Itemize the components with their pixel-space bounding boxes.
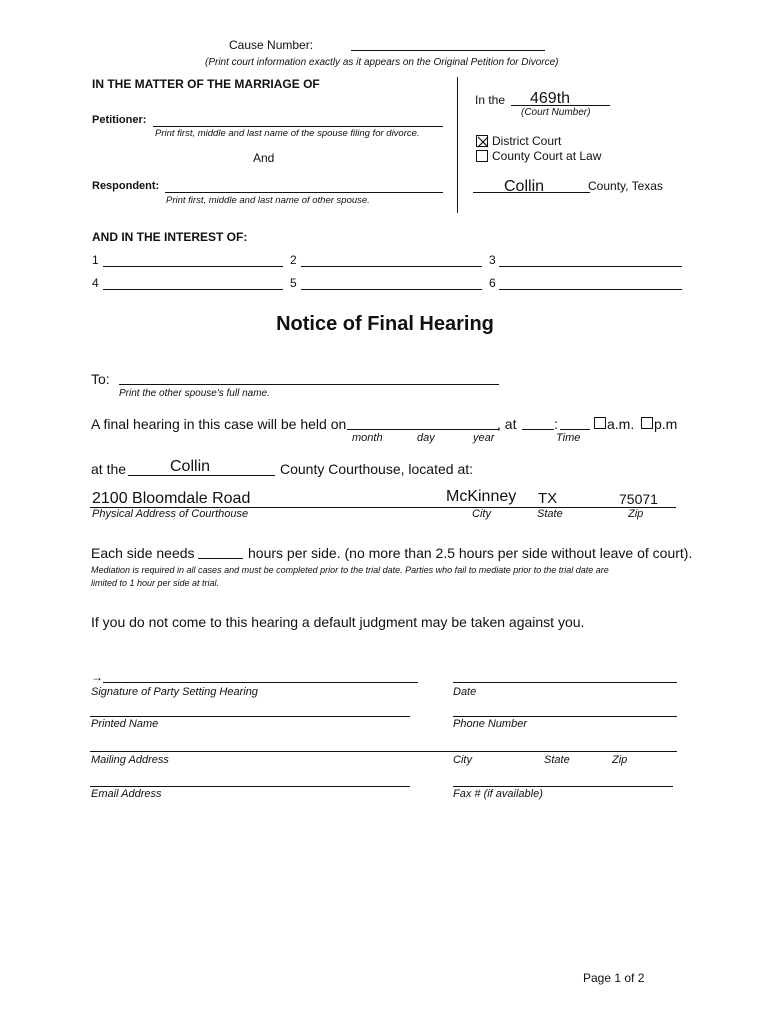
district-court-checkbox[interactable] (476, 135, 488, 147)
pm-label: p.m (654, 416, 678, 432)
address-value: 2100 Bloomdale Road (92, 490, 251, 507)
time-separator: : (554, 416, 558, 432)
county-name-value: Collin (504, 178, 545, 195)
fax-field[interactable] (453, 786, 673, 787)
day-label: day (417, 432, 435, 444)
hour-field[interactable] (522, 429, 554, 430)
fax-label: Fax # (if available) (453, 788, 543, 800)
child-name-field[interactable] (301, 266, 482, 267)
time-label: Time (556, 432, 581, 444)
city-label: City (472, 508, 491, 520)
child-name-field[interactable] (301, 289, 482, 290)
county-court-checkbox[interactable] (476, 150, 488, 162)
mailing-address-field[interactable] (90, 751, 677, 752)
court-number-hint: (Court Number) (521, 107, 591, 118)
page-title: Notice of Final Hearing (276, 313, 494, 335)
child-name-field[interactable] (499, 266, 682, 267)
zip-value: 75071 (619, 491, 658, 507)
court-number-value: 469th (530, 90, 571, 107)
email-label: Email Address (91, 788, 162, 800)
hours-suffix: hours per side. (no more than 2.5 hours per side without leave of court). (248, 545, 693, 561)
default-judgment-warning: If you do not come to this hearing a default judgment may be taken against you. (91, 614, 585, 630)
respondent-hint: Print first, middle and last name of other spouse. (166, 195, 370, 206)
minute-field[interactable] (560, 429, 590, 430)
month-label: month (352, 432, 383, 444)
respondent-field[interactable] (165, 192, 443, 193)
child-name-field[interactable] (103, 289, 283, 290)
petitioner-field[interactable] (153, 126, 443, 127)
signature-field[interactable] (103, 682, 418, 683)
phone-label: Phone Number (453, 718, 527, 730)
cause-number-field[interactable] (351, 50, 545, 51)
cause-number-label: Cause Number: (229, 38, 314, 52)
respondent-label: Respondent: (92, 180, 160, 192)
comma-at: , at (497, 416, 517, 432)
and-label: And (253, 151, 275, 165)
matter-heading: IN THE MATTER OF THE MARRIAGE OF (92, 77, 320, 91)
hours-field[interactable] (198, 558, 243, 559)
am-label: a.m. (607, 416, 635, 432)
petitioner-hint: Print first, middle and last name of the spouse filing for divorce. (155, 128, 420, 139)
to-name-field[interactable] (119, 384, 499, 385)
hours-prefix: Each side needs (91, 545, 195, 561)
interest-heading: AND IN THE INTEREST OF: (92, 230, 248, 244)
child-number: 1 (92, 253, 99, 267)
child-number: 2 (290, 253, 297, 267)
date-field[interactable] (453, 682, 677, 683)
mediation-line-2: limited to 1 hour per side at trial. (91, 578, 220, 588)
signature-label: Signature of Party Setting Hearing (91, 686, 258, 698)
email-field[interactable] (90, 786, 410, 787)
arrow-icon: → (91, 670, 103, 684)
hearing-sentence: A final hearing in this case will be held on (91, 416, 347, 432)
child-number: 5 (290, 276, 297, 290)
county-court-label: County Court at Law (492, 149, 602, 163)
child-name-field[interactable] (103, 266, 283, 267)
checked-x-icon (477, 136, 489, 148)
mediation-line-1: Mediation is required in all cases and must be completed prior to the trial date. Parties who fail to mediate prior to the trial date are (91, 565, 609, 575)
at-the-label: at the (91, 461, 127, 477)
state-label: State (537, 508, 563, 520)
date-label: Date (453, 686, 477, 698)
in-the-label: In the (475, 93, 506, 107)
phone-field[interactable] (453, 716, 677, 717)
child-number: 6 (489, 276, 496, 290)
mailing-zip-label: Zip (612, 754, 628, 766)
printed-name-label: Printed Name (91, 718, 159, 730)
child-name-field[interactable] (499, 289, 682, 290)
to-label: To: (91, 371, 110, 387)
cause-instruction: (Print court information exactly as it appears on the Original Petition for Divorce) (205, 57, 559, 68)
am-checkbox[interactable] (594, 417, 606, 429)
state-value: TX (538, 490, 558, 507)
child-number: 3 (489, 253, 496, 267)
hearing-date-field[interactable] (347, 429, 499, 430)
courthouse-text: County Courthouse, located at: (280, 461, 474, 477)
to-hint: Print the other spouse's full name. (119, 388, 270, 399)
pm-checkbox[interactable] (641, 417, 653, 429)
district-court-label: District Court (492, 134, 562, 148)
courthouse-county-value: Collin (170, 458, 211, 475)
year-label: year (473, 432, 495, 444)
child-number: 4 (92, 276, 99, 290)
county-suffix: County, Texas (588, 179, 663, 193)
mailing-city-label: City (453, 754, 472, 766)
page-number: Page 1 of 2 (583, 971, 645, 985)
petitioner-label: Petitioner: (92, 114, 147, 126)
city-value: McKinney (446, 488, 517, 505)
mailing-address-label: Mailing Address (91, 754, 169, 766)
address-label: Physical Address of Courthouse (92, 508, 249, 520)
zip-label: Zip (628, 508, 644, 520)
printed-name-field[interactable] (90, 716, 410, 717)
header-divider (457, 77, 458, 213)
mailing-state-label: State (544, 754, 570, 766)
